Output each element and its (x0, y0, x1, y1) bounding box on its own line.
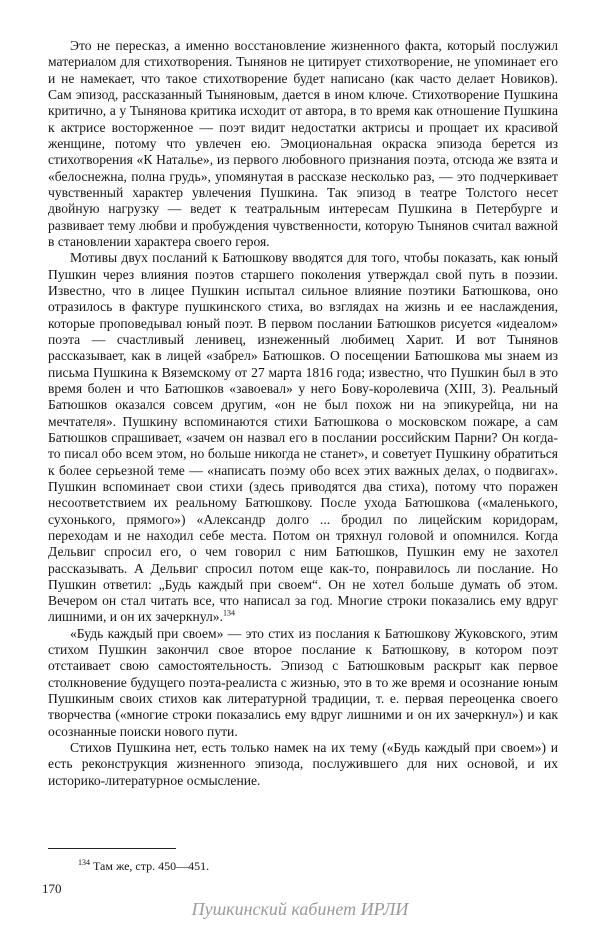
footnote-number: 134 (78, 858, 90, 867)
paragraph-3: «Будь каждый при своем» — это стих из послания к Батюшкову Жуковского, этим стихом Пушкин закончил свое второе послание к Батюшкову, в котором поэт отстаивает свою самостоятельность. Эпизод с Батюшковым раскрыт как первое столкновение будущего поэта-реалиста с жизнью, это в то же время и осознание юным Пушкиным своих стихов как литературной традиции, т. е. первая переоценка своего творчества («многие строки показались ему вдруг лишними и он их зачеркнул») и как осознанные поиски нового пути. (48, 625, 558, 739)
page-number: 170 (42, 881, 62, 896)
paragraph-2-text: Мотивы двух посланий к Батюшкову вводятся для того, чтобы показать, как юный Пушкин через влияния поэтов старшего поколения утверждал свой путь в поэзии. Известно, что в лицее Пушкин испытал сильное влияние поэтики Батюшкова, оно отразилось в фактуре пушкинского стиха, во взглядах на жизнь и ее наслаждения, которые проповедывал юный поэт. В первом послании Батюшков рисуется «идеалом» поэта — счастливый ленивец, изнеженный любимец Харит. И вот Тынянов рассказывает, как в лицей «забрел» Батюшков. О посещении Батюшкова мы знаем из письма Пушкина к Вяземскому от 27 марта 1816 года; известно, что Пушкин был в это время болен и что Батюшков «завоевал» у него Бову-королевича (XIII, 3). Реальный Батюшков оказался совсем другим, «он не был похож ни на эпикурейца, ни на мечтателя». Пушкину вспоминаются стихи Батюшкова о московском пожаре, а сам Батюшков спрашивает, «зачем он назвал его в послании российским Парни? Он когда-то писал обо всем этом, но больше никогда не станет», и советует Пушкину обратиться к более серьезной теме — «написать поэму обо всех этих важных делах, о подвигах». Пушкин вспоминает свои стихи (здесь приводятся два стиха), потому что поражен несоответствием их реальному Батюшкову. После ухода Батюшкова («маленького, сухонького, прямого») «Александр долго ... бродил по лицейским коридорам, переходам и не находил себе места. Потом он тряхнул головой и опомнился. Когда Дельвиг спросил его, о чем говорил с ним Батюшков, Пушкин ему не захотел рассказывать. А Дельвиг спросил потом еще как-то, понравилось ли послание. Но Пушкин ответил: „Будь каждый при своем“. Он не хотел больше думать об этом. Вечером он стал читать все, что написал за год. Многие строки показались ему вдруг лишними, и он их зачеркнул». (48, 250, 558, 625)
footnote-text: Там же, стр. 450—451. (93, 859, 210, 873)
page-body (48, 38, 558, 789)
paragraph-4: Стихов Пушкина нет, есть только намек на их тему («Будь каждый при своем») и есть реконструкция жизненного эпизода, послужившего для них основой, и их историко-литературное осмысление. (48, 740, 558, 788)
footnote-divider (48, 848, 176, 849)
watermark: Пушкинский кабинет ИРЛИ (191, 899, 409, 919)
footnote (78, 859, 209, 873)
footnote-reference[interactable]: 134 (222, 608, 235, 618)
paragraph-2 (48, 250, 558, 626)
paragraph-1: Это не пересказ, а именно восстановление жизненного факта, который послужил материалом для стихотворения. Тынянов не цитирует стихотворение, не упоминает его и не намекает, что такое стихотворение будет написано (как часто делает Новиков). Сам эпизод, рассказанный Тыняновым, дается в ином ключе. Стихотворение Пушкина критично, а у Тынянова критика исходит от автора, в то время как отношение Пушкина к актрисе восторженное — поэт видит недостатки актрисы и прощает их красивой женщине, потому что увлечен ею. Эмоциональная окраска эпизода берется из стихотворения «К Наталье», из первого любовного признания поэта, отсюда же взята и «белоснежна, полна грудь», упомянутая в рассказе несколько раз, — это подчеркивает чувственный характер увлечения Пушкина. Так эпизод в театре Толстого несет двойную нагрузку — ведет к театральным интересам Пушкина в Петербурге и развивает тему любви и пробуждения чувственности, которую Тынянов считал важной в становлении характера своего героя. (48, 38, 558, 249)
